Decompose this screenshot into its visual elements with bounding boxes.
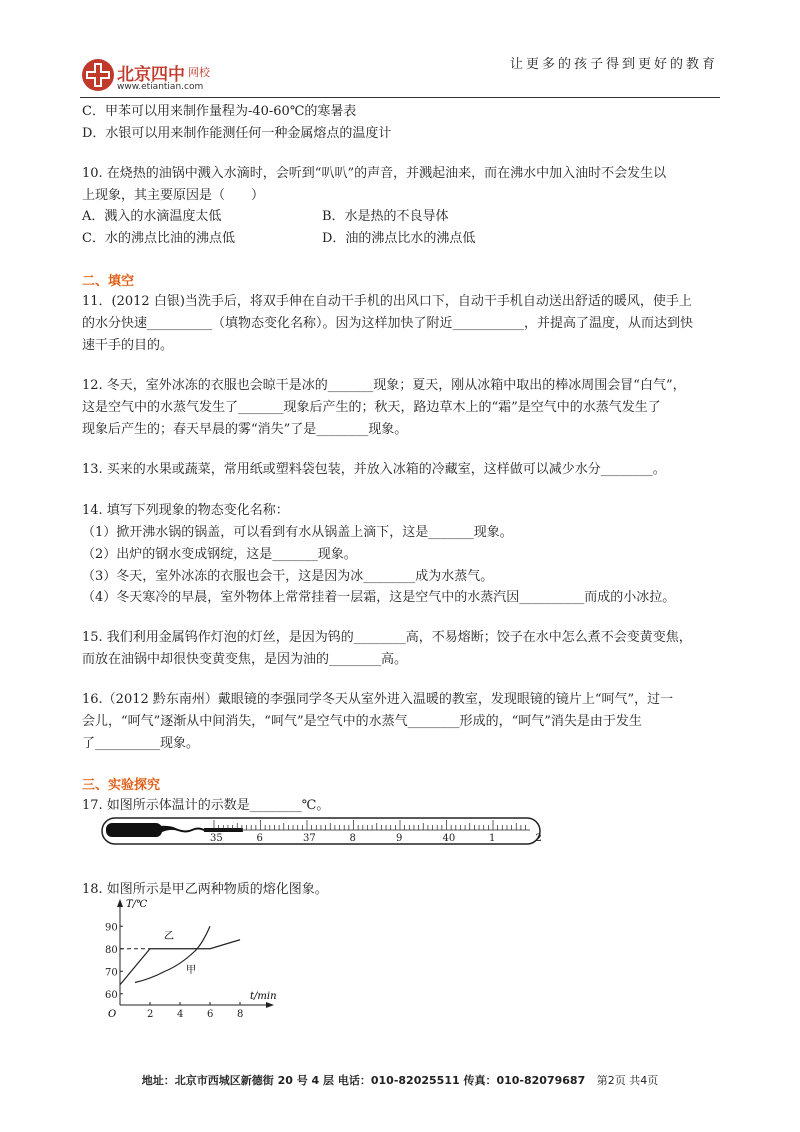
logo-url: www.etiantian.com [117,82,204,92]
x-tick-label: 6 [207,1009,214,1020]
label-yi: 乙 [164,931,174,942]
footer-address: 地址：北京市西城区新德街 20 号 4 层 电话：010-82025511 传真：010-82079687 [141,1074,586,1087]
q15-line2: 而放在油锅中却很快变黄变焦，是因为油的________高。 [82,652,408,667]
q14-intro: 14. 填写下列现象的物态变化名称： [82,503,289,518]
q12-line3: 现象后产生的；春天早晨的雾“消失”了是________现象。 [82,422,408,437]
logo-emblem-icon [80,57,116,93]
slogan: 让更多的孩子得到更好的教育 [509,57,718,72]
q16-line1: 16.（2012 黔东南州）戴眼镜的李强同学冬天从室外进入温暖的教室，发现眼镜的镜片上“呵气”，过一 [82,692,674,707]
header-divider [80,97,720,98]
option-c: C．甲苯可以用来制作量程为-40-60℃的寒暑表 [82,104,357,119]
option-d: D．水银可以用来制作能测任何一种金属熔点的温度计 [82,126,392,141]
y-tick-label: 90 [105,922,118,934]
thermometer-label: 8 [349,833,356,844]
q18: 18. 如图所示是甲乙两种物质的熔化图象。 [82,882,328,897]
logo-suffix: 网校 [188,66,210,79]
thermometer-label: 9 [396,833,403,844]
thermometer-bulb [106,823,162,837]
label-jia: 甲 [186,965,196,976]
melting-graph [90,895,290,1020]
section-experiment: 三、实验探究 [82,778,161,793]
q10-option-a: A．溅入的水滴温度太低 [82,209,222,224]
q11-line1: 11．(2012 白银)当洗手后，将双手伸在自动干手机的出风口下，自动干手机自动送出舒适的暖风，使手上 [82,294,692,309]
y-tick-label: 80 [105,944,118,956]
thermometer-label: 2 [535,833,542,844]
q14-item1: （1）掀开沸水锅的锅盖，可以看到有水从锅盖上滴下，这是_______现象。 [82,525,513,540]
x-tick-label: 2 [147,1009,154,1020]
origin-label: O [108,1009,117,1020]
thermometer-label: 6 [256,833,263,844]
thermometer-label: 40 [442,833,456,844]
logo-name: 北京四中 [117,65,185,85]
section-fill-blank: 二、填空 [82,274,135,289]
footer-page-number: 第2页 共4页 [596,1074,659,1087]
q14-item4: （4）冬天寒冷的早晨，室外物体上常常挂着一层霜，这是空气中的水蒸汽因__________而成的小冰拉。 [82,590,676,605]
x-tick-label: 8 [237,1009,244,1020]
x-tick-label: 4 [177,1009,184,1020]
y-axis-label: T/℃ [126,899,148,910]
thermometer-label: 35 [210,833,223,844]
q11-line3: 速干手的目的。 [82,338,174,353]
footer [0,1072,800,1088]
q10-option-d: D．油的沸点比水的沸点低 [322,231,476,246]
q10-line2: 上现象，其主要原因是（ ） [82,188,265,203]
y-tick-label: 60 [105,989,118,1001]
q15-line1: 15. 我们利用金属钨作灯泡的灯丝，是因为钨的________高，不易熔断；饺子在水中怎么煮不会变黄变焦， [82,630,692,645]
x-axis-label: t/min [250,991,277,1002]
series-yi-line [120,940,240,985]
q13: 13. 买来的水果或蔬菜，常用纸或塑料袋包装，并放入冰箱的冷藏室，这样做可以减少水分________。 [82,462,666,477]
q10-option-c: C．水的沸点比油的沸点低 [82,231,235,246]
q10-option-b: B．水是热的不良导体 [322,209,449,224]
q11-line2: 的水分快速__________（填物态变化名称）。因为这样加快了附近___________，并提高了温度，从而达到快 [82,316,694,331]
q17: 17. 如图所示体温计的示数是________℃。 [82,798,330,813]
q14-item3: （3）冬天，室外冰冻的衣服也会干，这是因为冰________成为水蒸气。 [82,569,494,584]
clinical-thermometer [100,812,550,850]
y-tick-label: 70 [105,967,118,979]
q12-line1: 12. 冬天，室外冰冻的衣服也会晾干是冰的_______现象；夏天，刚从冰箱中取出的棒冰周围会冒“白气”， [82,378,686,393]
thermometer-label: 1 [489,833,496,844]
q16-line2: 会儿，“呵气”逐渐从中间消失，“呵气”是空气中的水蒸气________形成的，“呵气”消失是由于发生 [82,714,642,729]
thermometer-label: 37 [303,833,316,844]
q12-line2: 这是空气中的水蒸气发生了_______现象后产生的；秋天，路边草木上的“霜”是空气中的水蒸气发生了 [82,400,661,415]
q10-line1: 10. 在烧热的油锅中溅入水滴时，会听到“叭叭”的声音，并溅起油来，而在沸水中加入油时不会发生以 [82,166,667,181]
q16-line3: 了__________现象。 [82,736,200,751]
q14-item2: （2）出炉的钢水变成钢绽，这是_______现象。 [82,547,357,562]
